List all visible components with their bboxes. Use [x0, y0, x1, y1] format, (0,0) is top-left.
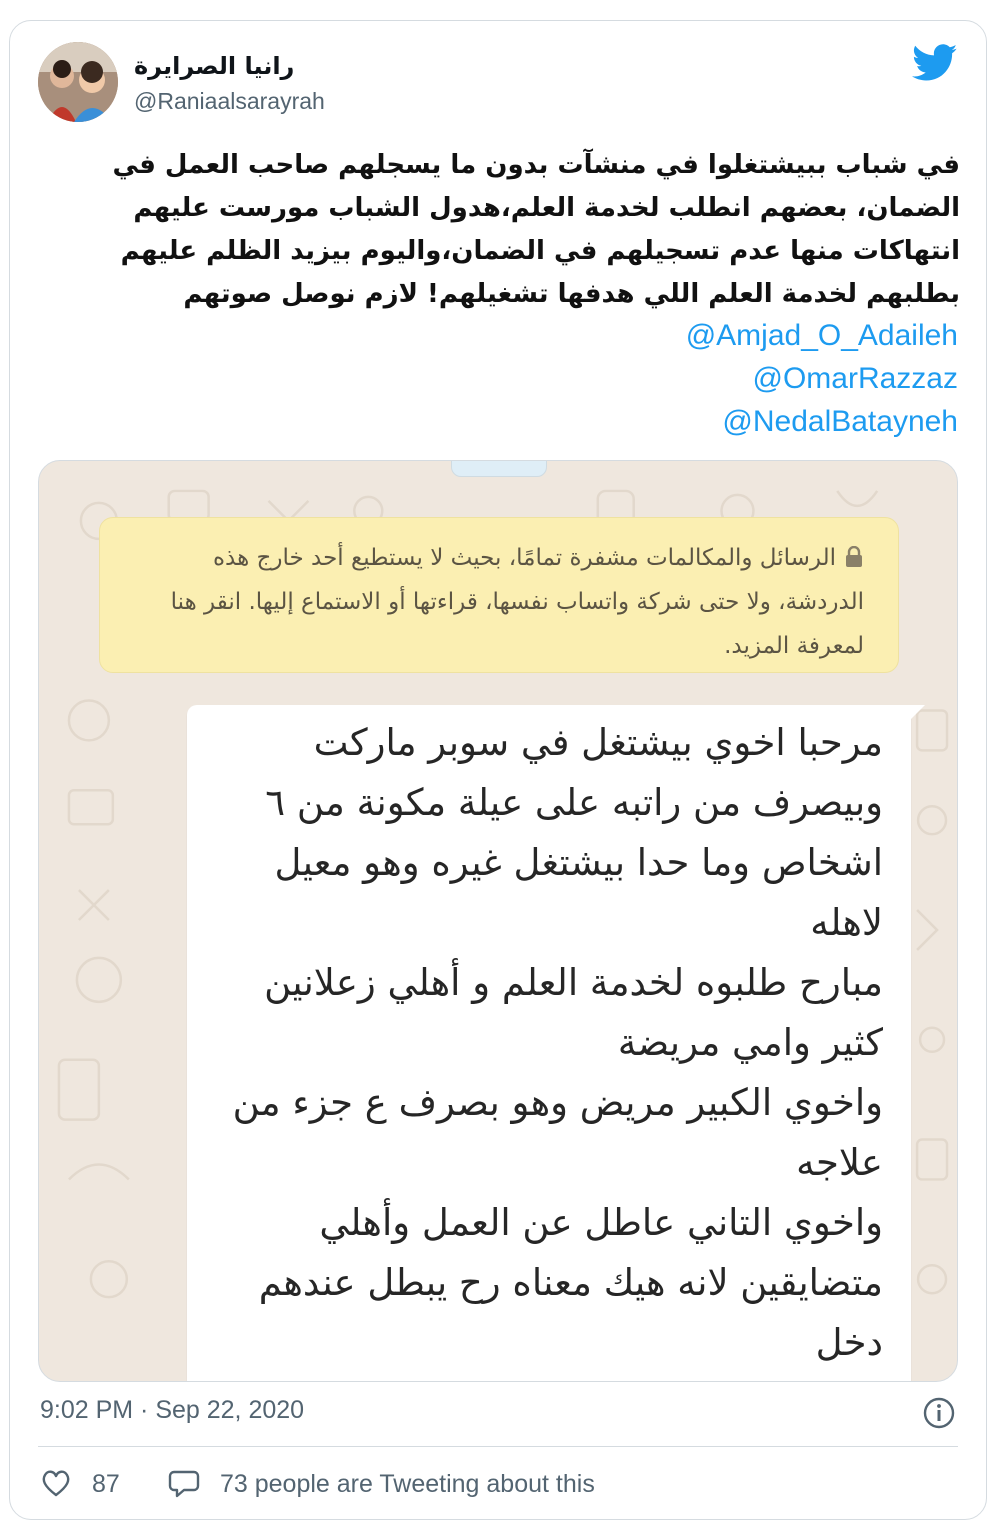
- speech-bubble-icon[interactable]: [168, 1468, 200, 1498]
- heart-icon[interactable]: [40, 1468, 72, 1498]
- chat-message-text: [193, 713, 883, 1373]
- message-paragraph: مرحبا اخوي بيشتغل في سوبر ماركت وبيصرف من راتبه على عيلة مكونة من ٦ اشخاص وما حدا بيشتغل غيره وهو معيل لاهله: [265, 721, 883, 944]
- twitter-bird-icon[interactable]: [912, 44, 958, 82]
- discussion-link[interactable]: 73 people are Tweeting about this: [220, 1470, 595, 1498]
- mention-link[interactable]: @Amjad_O_Adaileh: [685, 319, 958, 352]
- encryption-notice-text: الرسائل والمكالمات مشفرة تمامًا، بحيث لا يستطيع أحد خارج هذه الدردشة، ولا حتى شركة واتساب نفسها، قراءتها أو الاستماع إليها. انقر هنا لمعرفة المزيد.: [170, 545, 864, 659]
- tweet-media-image[interactable]: [38, 460, 958, 1382]
- chat-message-bubble: [187, 705, 911, 1382]
- like-count[interactable]: 87: [92, 1470, 120, 1498]
- divider: [38, 1446, 958, 1447]
- encryption-notice[interactable]: [99, 517, 899, 673]
- lock-icon: [844, 546, 864, 568]
- mentions-list: [40, 314, 958, 443]
- media-top-notch: [451, 460, 547, 477]
- author-handle[interactable]: @Raniaalsarayrah: [134, 88, 325, 114]
- mention-link[interactable]: @NedalBatayneh: [722, 405, 958, 438]
- avatar-photo: [38, 42, 118, 122]
- message-paragraph: واخوي التاني عاطل عن العمل وأهلي متضايقين لانه هيك معناه رح يبطل عندهم دخل: [258, 1201, 883, 1364]
- bubble-tail: [911, 705, 925, 719]
- info-icon[interactable]: [922, 1396, 956, 1430]
- tweet-text: في شباب ببيشتغلوا في منشآت بدون ما يسجلهم صاحب العمل في الضمان، بعضهم انطلب لخدمة العلم،هدول الشباب مورست عليهم انتهاكات منها عدم تسجيلهم في الضمان،واليوم بيزيد الظلم عليهم بطلبهم لخدمة العلم اللي هدفها تشغيلهم! لازم نوصل صوتهم: [112, 150, 960, 309]
- mention-link[interactable]: @OmarRazzaz: [752, 362, 958, 395]
- avatar[interactable]: [38, 42, 118, 122]
- message-paragraph: واخوي الكبير مريض وهو بصرف ع جزء من علاجه: [232, 1081, 883, 1184]
- author-name[interactable]: رانيا الصرايرة: [134, 52, 295, 80]
- message-paragraph: مبارح طلبوه لخدمة العلم و أهلي زعلانين كثير وامي مريضة: [264, 961, 883, 1064]
- tweet-timestamp[interactable]: 9:02 PM · Sep 22, 2020: [40, 1396, 305, 1424]
